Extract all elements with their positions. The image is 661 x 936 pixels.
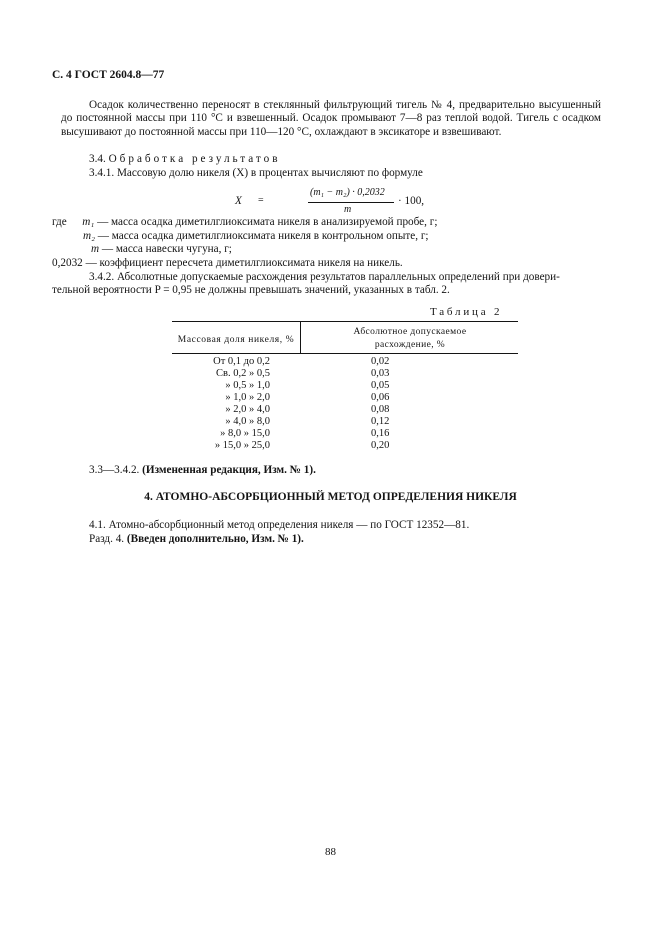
table-cell-range: Св. 0,2 » 0,5	[216, 368, 270, 379]
table-cell-range: » 4,0 » 8,0	[225, 416, 270, 427]
definition-dash: —	[101, 243, 114, 255]
definition-term: m₁	[82, 216, 95, 228]
table-cell-range: » 0,5 » 1,0	[225, 380, 270, 391]
amendment-note-1	[89, 464, 316, 477]
table-row	[172, 356, 518, 368]
formula-numerator: (m₁ − m₂) · 0,2032	[310, 187, 385, 198]
definition-term: 0,2032	[52, 257, 83, 269]
amendment-2-text: (Введен дополнительно, Изм. № 1).	[126, 533, 304, 545]
definition-item	[83, 230, 429, 243]
definition-text: коэффициент пересчета диметилглиоксимата никеля на никель.	[99, 257, 403, 269]
formula-tail: · 100,	[398, 195, 425, 207]
table-header-rule	[172, 353, 518, 354]
table-cell-range: От 0,1 до 0,2	[213, 356, 270, 367]
table-header-tolerance-line1: Абсолютное допускаемое	[353, 327, 467, 337]
table-cell-value: 0,08	[371, 404, 390, 415]
table-row	[172, 404, 518, 416]
definition-text: масса осадка диметилглиоксимата никеля в контрольном опыте, г;	[111, 230, 429, 242]
clause-3-4-2-line1: 3.4.2. Абсолютные допускаемые расхождения результатов параллельных определений при довери-	[89, 271, 560, 283]
definition-dash: —	[97, 216, 109, 228]
definition-item	[52, 257, 403, 270]
table-header-tolerance-line2: расхождение, %	[374, 339, 446, 350]
definition-item	[91, 243, 232, 256]
intro-paragraph: Осадок количественно переносят в стеклянный фильтрующий тигель № 4, предварительно высушенный до постоянной массы при 110 °С и взвешенный. Осадок промывают 7—8 раз теплой водой. Тигель с осадком высушивают до постоянной массы при 110—120 °С, охлаждают в эксикаторе и взвешивают.	[61, 99, 601, 138]
table-row	[172, 380, 518, 392]
table-cell-value: 0,20	[371, 440, 390, 451]
table-cell-range: » 1,0 » 2,0	[225, 392, 270, 403]
fraction-bar	[308, 202, 394, 203]
amendment-note-2	[89, 533, 304, 546]
table-row	[172, 368, 518, 380]
clause-3-4-number: 3.4.	[89, 153, 106, 165]
clause-4-1: 4.1. Атомно-абсорбционный метод определения никеля — по ГОСТ 12352—81.	[89, 519, 470, 531]
clause-3-4-2-line2: тельной вероятности P = 0,95 не должны превышать значений, указанных в табл. 2.	[52, 284, 450, 296]
definition-prefix: где	[52, 216, 67, 228]
table-header-mass-fraction: Массовая доля никеля, %	[177, 335, 295, 345]
table-cell-value: 0,06	[371, 392, 390, 403]
amendment-1-text: (Измененная редакция, Изм. № 1).	[142, 464, 316, 476]
table-column-divider	[300, 321, 301, 353]
table-row	[172, 392, 518, 404]
table-cell-value: 0,16	[371, 428, 390, 439]
clause-3-4-1: 3.4.1. Массовую долю никеля (X) в процентах вычисляют по формуле	[89, 167, 423, 179]
table-cell-value: 0,03	[371, 368, 390, 379]
table-row	[172, 440, 518, 452]
definition-dash: —	[85, 257, 97, 269]
table-top-rule	[172, 321, 518, 322]
definition-term: m	[91, 243, 100, 255]
table-cell-range: » 15,0 » 25,0	[214, 440, 270, 451]
table-cell-range: » 2,0 » 4,0	[225, 404, 270, 415]
definition-term: m₂	[83, 230, 95, 242]
definition-text: масса навески чугуна, г;	[115, 243, 232, 255]
page-number: 88	[325, 846, 336, 858]
formula-lhs: X	[235, 195, 242, 207]
clause-3-4	[89, 153, 281, 166]
table-cell-value: 0,05	[371, 380, 390, 391]
section-4-title: 4. АТОМНО-АБСОРБЦИОННЫЙ МЕТОД ОПРЕДЕЛЕНИЯ НИКЕЛЯ	[144, 491, 517, 503]
table-cell-value: 0,02	[371, 356, 390, 367]
amendment-1-prefix: 3.3—3.4.2.	[89, 464, 140, 476]
clause-3-4-title: Обработка результатов	[108, 153, 281, 165]
definition-dash: —	[97, 230, 109, 242]
formula-equals: =	[258, 195, 264, 206]
table-cell-range: » 8,0 » 15,0	[220, 428, 270, 439]
definition-text: масса осадка диметилглиоксимата никеля в анализируемой пробе, г;	[111, 216, 438, 228]
table-row	[172, 416, 518, 428]
page-header: С. 4 ГОСТ 2604.8—77	[52, 69, 165, 81]
table-row	[172, 428, 518, 440]
amendment-2-prefix: Разд. 4.	[89, 533, 125, 545]
table-cell-value: 0,12	[371, 416, 390, 427]
table-caption: Таблица 2	[430, 306, 503, 318]
table-header-tolerance	[302, 326, 518, 352]
formula-denominator: m	[344, 204, 352, 215]
definition-item	[52, 216, 437, 229]
